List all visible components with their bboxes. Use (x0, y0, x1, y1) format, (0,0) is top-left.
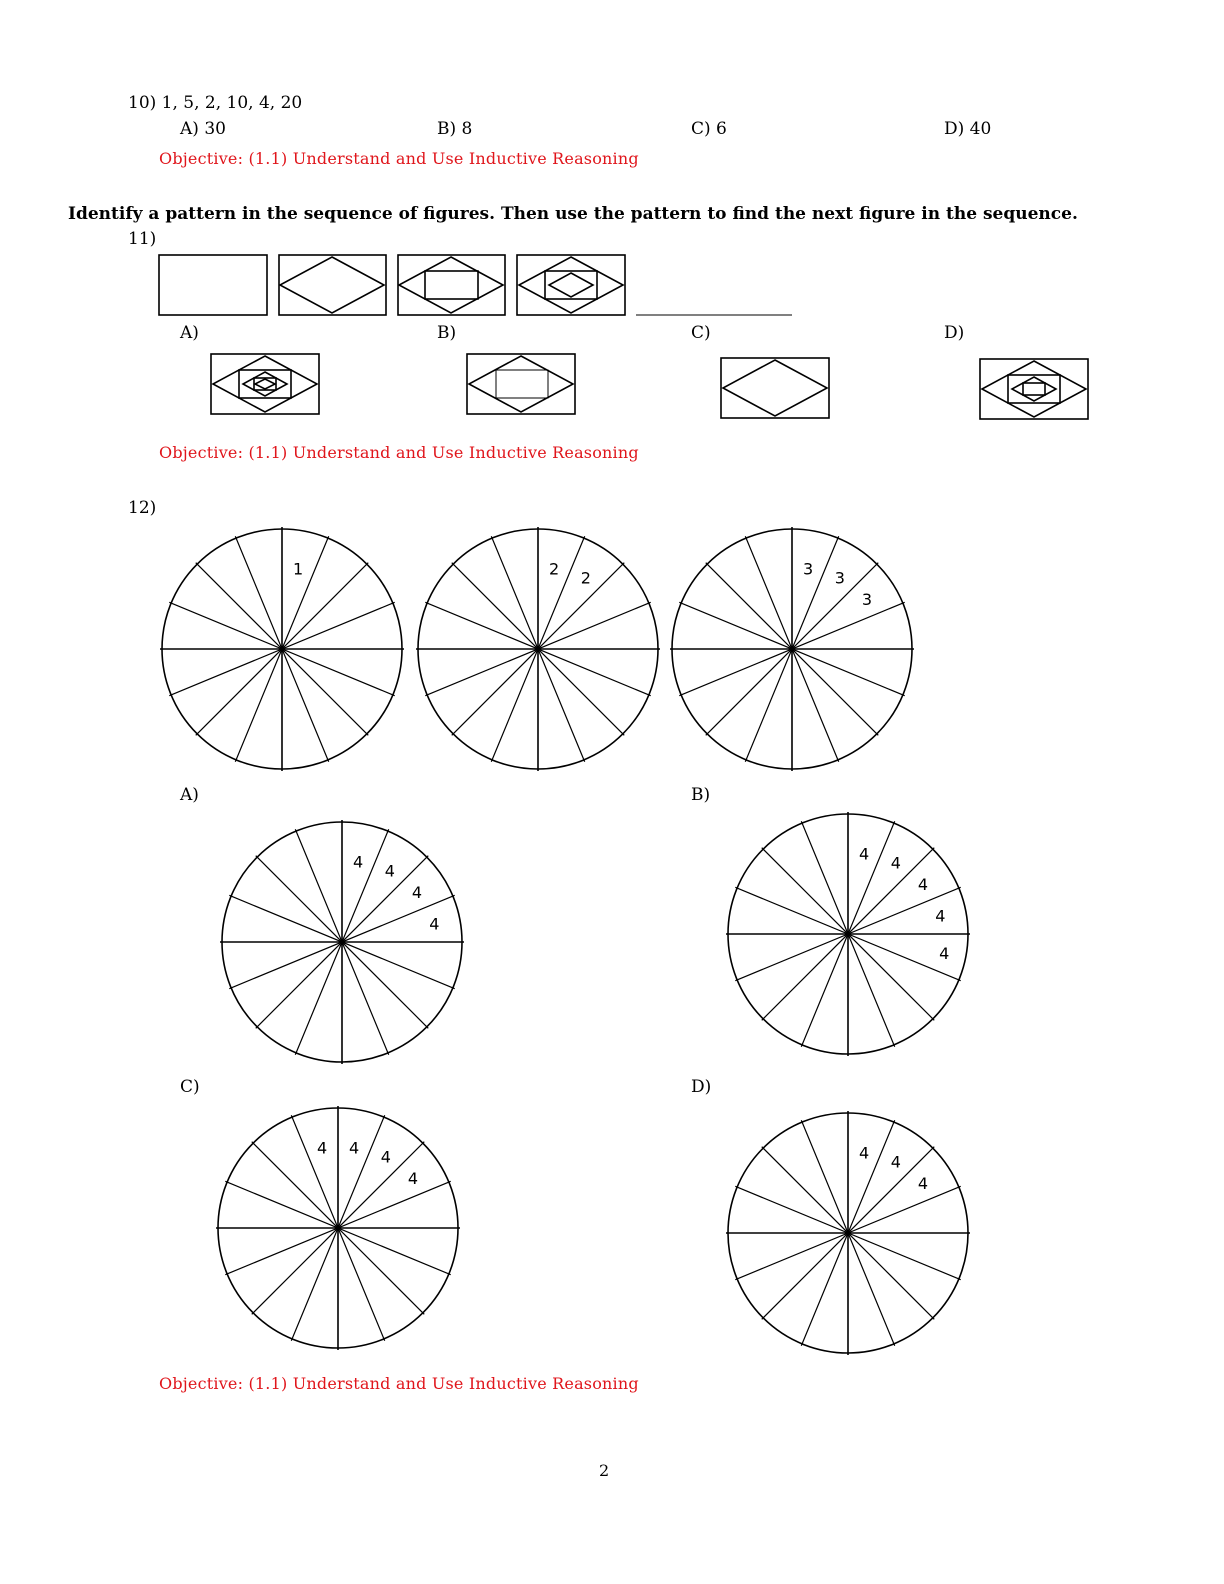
q11-number: 11) (128, 229, 157, 249)
sector-label: 4 (317, 1138, 328, 1158)
sector-label: 2 (548, 559, 560, 579)
choice-a-wheel[interactable] (220, 820, 464, 1064)
wheel-hub (845, 931, 851, 937)
choice-text: 40 (969, 119, 992, 139)
sector-label: 3 (861, 589, 873, 609)
q11-choice-b-label[interactable]: B) (437, 323, 457, 343)
q11-choice-d-label[interactable]: D) (944, 323, 965, 343)
sector-label: 4 (380, 1147, 391, 1167)
sector-label: 4 (384, 861, 395, 881)
q10-number: 10) (128, 93, 157, 113)
instruction-heading: Identify a pattern in the sequence of figures. Then use the pattern to find the next figure in the sequence. (68, 204, 1078, 224)
q11-objective: Objective: (1.1) Understand and Use Inductive Reasoning (159, 443, 639, 462)
q11-choice-a-label[interactable]: A) (180, 323, 199, 343)
wheel-hub (535, 646, 541, 652)
wheel-hub (279, 646, 285, 652)
q12-choice-d-label[interactable]: D) (691, 1077, 712, 1097)
seq-wheel-2 (416, 527, 660, 771)
choice-text: 8 (461, 119, 473, 139)
choice-b-wheel[interactable] (726, 812, 970, 1056)
sector-label: 4 (890, 1152, 901, 1172)
wheel-hub (789, 646, 795, 652)
sector-label: 4 (917, 1173, 929, 1193)
q12-objective: Objective: (1.1) Understand and Use Inductive Reasoning (159, 1374, 639, 1393)
wheel-hub (339, 939, 345, 945)
sector-label: 3 (802, 559, 814, 579)
choice-letter: D) (944, 119, 965, 139)
seq-wheel-1 (160, 527, 404, 771)
seq-wheel-3 (670, 527, 914, 771)
wheel-hub (335, 1225, 341, 1231)
sector-label: 2 (580, 568, 591, 588)
choice-c-wheel[interactable] (216, 1106, 460, 1350)
wheel-hub (845, 1230, 851, 1236)
q12-number: 12) (128, 498, 157, 518)
choice-text: 6 (716, 119, 727, 139)
sector-label: 1 (292, 559, 304, 579)
q10-objective: Objective: (1.1) Understand and Use Inductive Reasoning (159, 149, 639, 168)
choice-letter: C) (691, 119, 711, 139)
sector-label: 4 (935, 906, 946, 926)
sector-label: 4 (858, 1143, 870, 1163)
sector-label: 4 (407, 1168, 419, 1188)
q11-choice-c-label[interactable]: C) (691, 323, 711, 343)
q10-sequence: 1, 5, 2, 10, 4, 20 (161, 93, 303, 113)
sector-label: 3 (834, 568, 845, 588)
q12-choice-b-label[interactable]: B) (691, 785, 711, 805)
sector-label: 4 (411, 882, 423, 902)
choice-letter: A) (180, 119, 199, 139)
q12-choice-a-label[interactable]: A) (180, 785, 199, 805)
sector-label: 4 (939, 944, 950, 964)
sector-label: 4 (858, 844, 870, 864)
page-number: 2 (599, 1461, 610, 1480)
choice-letter: B) (437, 119, 457, 139)
choice-text: 30 (204, 119, 226, 139)
sector-label: 4 (429, 914, 440, 934)
q12-choice-c-label[interactable]: C) (180, 1077, 200, 1097)
sector-label: 4 (348, 1138, 360, 1158)
sector-label: 4 (917, 874, 929, 894)
sector-label: 4 (890, 853, 901, 873)
choice-d-wheel[interactable] (726, 1111, 970, 1355)
sector-label: 4 (352, 852, 364, 872)
